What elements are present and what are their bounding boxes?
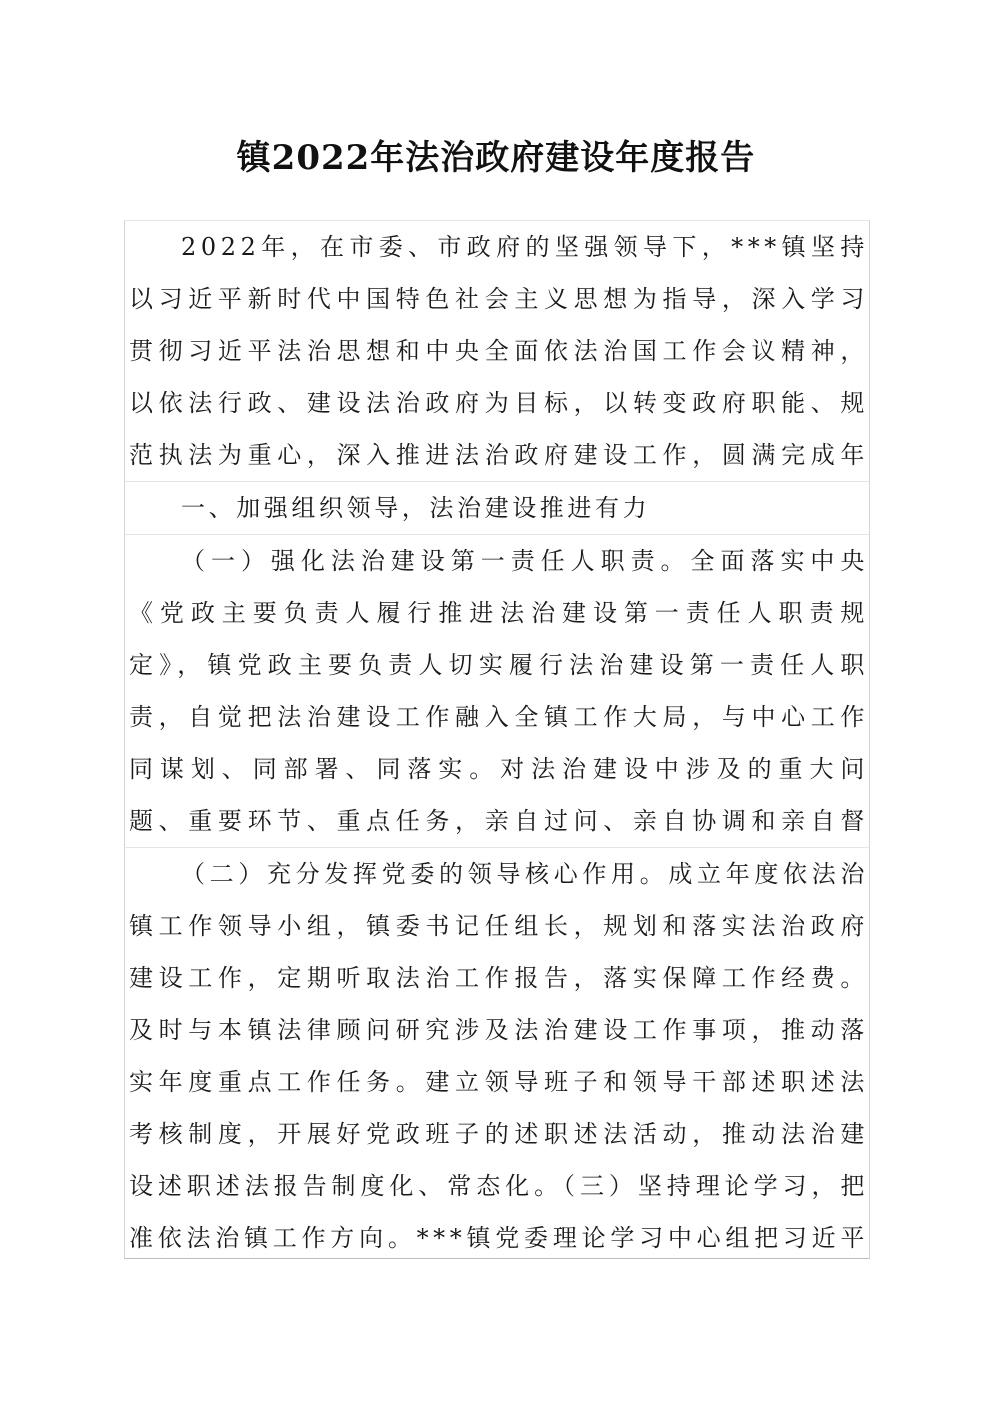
document-title: 镇2022年法治政府建设年度报告 [236,138,756,178]
paragraph-intro: 2022年，在市委、市政府的坚强领导下，***镇坚持以习近平新时代中国特色社会主义思想为指导，深入学习贯彻习近平法治思想和中央全面依法治国工作会议精神，以依法行政、建设法治政府为目标，以转变政府职能、规范执法为重心，深入推进法治政府建设工作，圆满完成年 [124,220,870,481]
section-heading-1: 一、加强组织领导，法治建设推进有力 [124,481,870,534]
paragraph-subsection-2: （二）充分发挥党委的领导核心作用。成立年度依法治镇工作领导小组，镇委书记任组长，规划和落实法治政府建设工作，定期听取法治工作报告，落实保障工作经费。及时与本镇法律顾问研究涉及法治建设工作事项，推动落实年度重点工作任务。建立领导班子和领导干部述职述法考核制度，开展好党政班子的述职述法活动，推动法治建设述职述法报告制度化、常态化。（三）坚持理论学习，把准依法治镇工作方向。***镇党委理论学习中心组把习近平 [124,847,870,1259]
paragraph-subsection-1: （一）强化法治建设第一责任人职责。全面落实中央《党政主要负责人履行推进法治建设第一责任人职责规定》，镇党政主要负责人切实履行法治建设第一责任人职责，自觉把法治建设工作融入全镇工作大局，与中心工作同谋划、同部署、同落实。对法治建设中涉及的重大问题、重要环节、重点任务，亲自过问、亲自协调和亲自督 [124,534,870,847]
document-body [124,220,870,1258]
